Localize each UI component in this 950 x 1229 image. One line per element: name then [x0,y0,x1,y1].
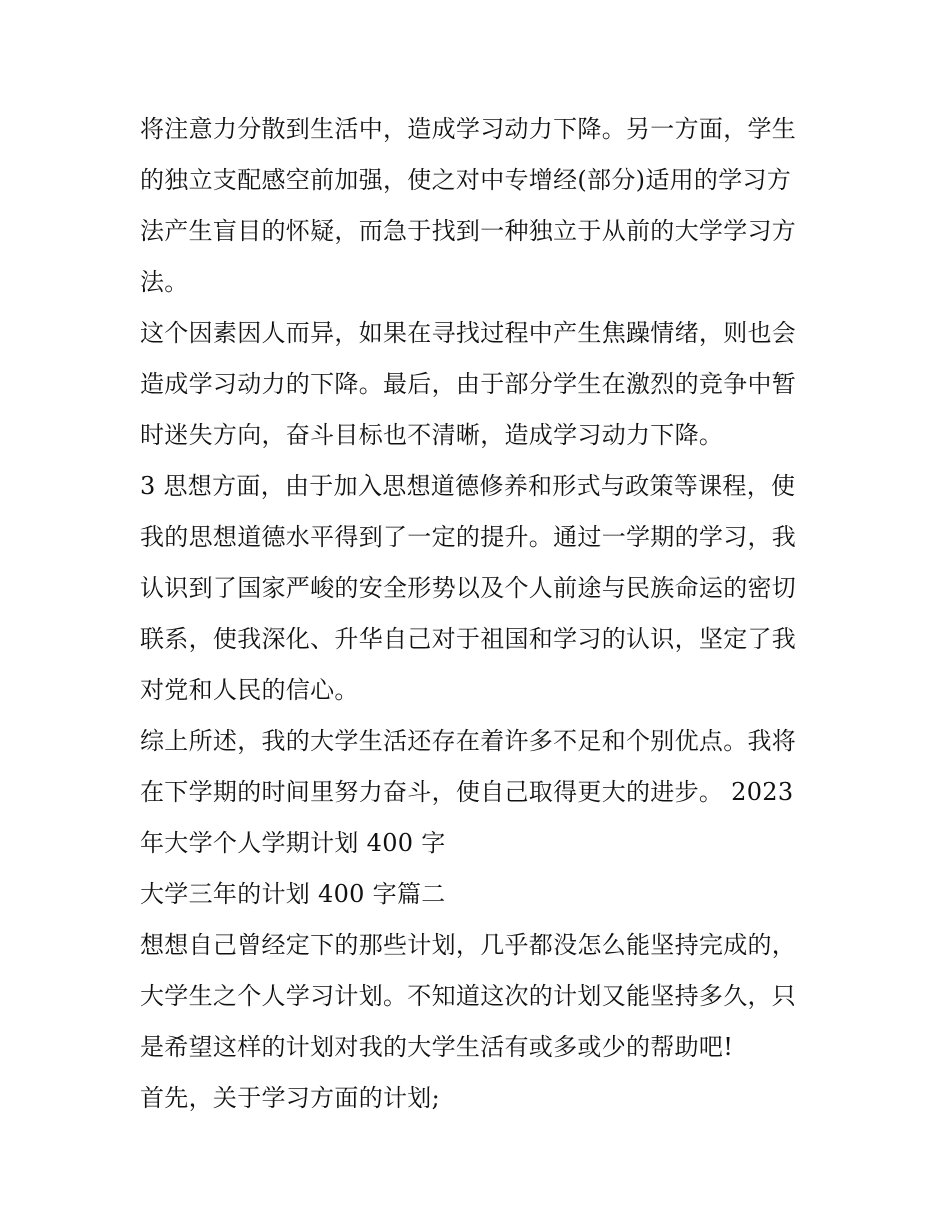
heading-line: 大学三年的计划 400 字篇二 [140,880,446,908]
text-line: 综上所述，我的大学生活还存在着许多不足和个别优点。我将 [140,727,797,755]
text-line: 法。 [140,268,189,296]
text-line: 我的思想道德水平得到了一定的提升。通过一学期的学习，我 [140,523,797,551]
text-line: 大学生之个人学习计划。不知道这次的计划又能坚持多久，只 [140,982,797,1010]
text-line: 首先，关于学习方面的计划; [140,1084,440,1112]
text-line: 的独立支配感空前加强，使之对中专增经(部分)适用的学习方 [140,166,792,194]
document-body [140,104,820,1124]
text-line: 认识到了国家严峻的安全形势以及个人前途与民族命运的密切 [140,574,797,602]
text-line: 想想自己曾经定下的那些计划，几乎都没怎么能坚持完成的， [140,931,797,959]
text-line: 将注意力分散到生活中，造成学习动力下降。另一方面，学生 [140,115,797,143]
text-line: 联系，使我深化、升华自己对于祖国和学习的认识，坚定了我 [140,625,797,653]
heading-line: 年大学个人学期计划 400 字 [140,829,446,857]
text-line: 这个因素因人而异，如果在寻找过程中产生焦躁情绪，则也会 [140,319,797,347]
text-line: 3 思想方面，由于加入思想道德修养和形式与政策等课程，使 [140,472,796,500]
text-line: 造成学习动力的下降。最后，由于部分学生在激烈的竞争中暂 [140,370,797,398]
text-line: 法产生盲目的怀疑，而急于找到一种独立于从前的大学学习方 [140,217,797,245]
text-line: 时迷失方向，奋斗目标也不清晰，造成学习动力下降。 [140,421,724,449]
text-line: 对党和人民的信心。 [140,676,359,704]
text-line: 是希望这样的计划对我的大学生活有或多或少的帮助吧! [140,1033,734,1061]
text-line: 在下学期的时间里努力奋斗，使自己取得更大的进步。 2023 [140,778,794,806]
